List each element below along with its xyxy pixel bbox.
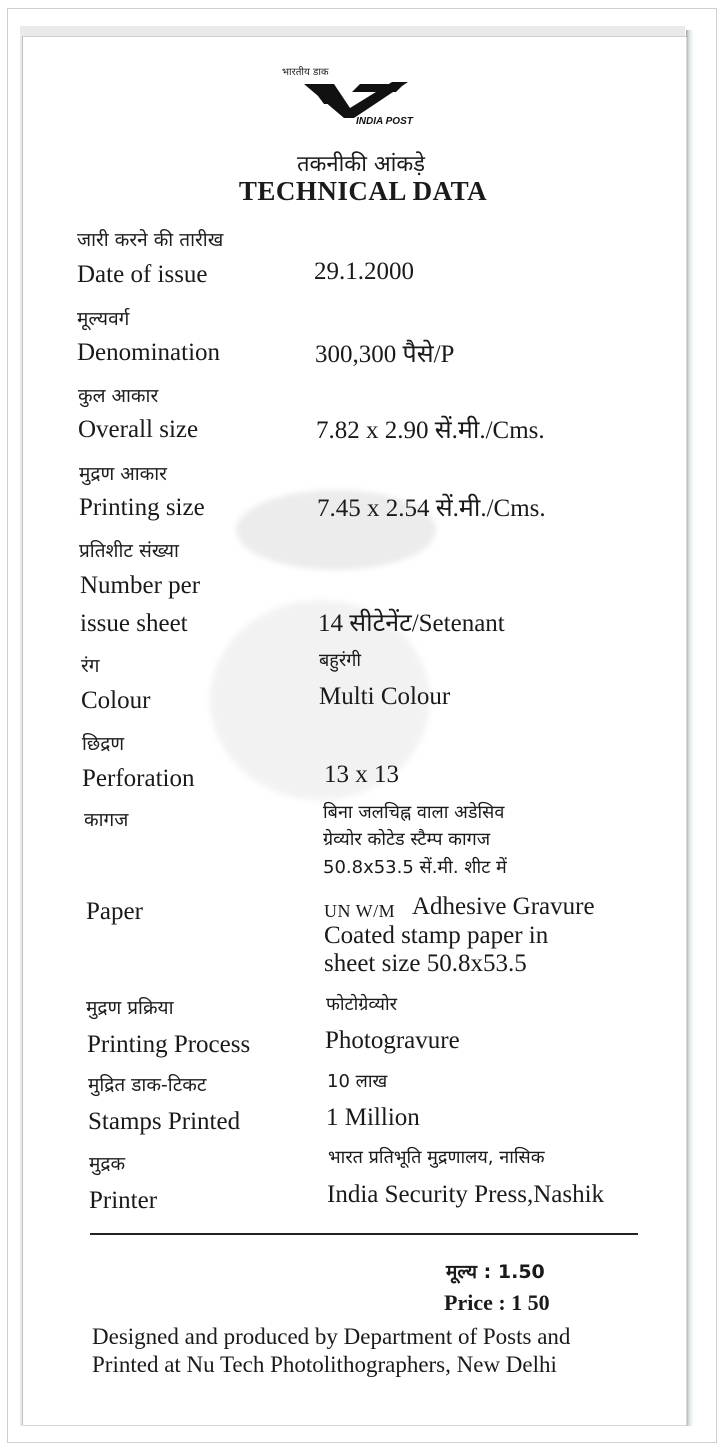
logo-english-text: INDIA POST bbox=[356, 116, 413, 127]
colour-label-hindi: रंग bbox=[81, 655, 100, 677]
printer-label-hindi: मुद्रक bbox=[89, 1153, 126, 1175]
printing-size-value: 7.45 x 2.54 सें.मी./Cms. bbox=[317, 495, 546, 522]
stamps-printed-label-hindi: मुद्रित डाक-टिकट bbox=[88, 1074, 207, 1096]
paper-value-hindi-3: 50.8x53.5 सें.मी. शीट में bbox=[323, 857, 507, 878]
paper-label: Paper bbox=[86, 898, 143, 925]
number-per-sheet-label-hindi: प्रतिशीट संख्या bbox=[79, 540, 179, 562]
overall-size-label: Overall size bbox=[78, 416, 199, 443]
process-value-hindi: फोटोग्रेव्योर bbox=[326, 994, 398, 1015]
colour-value: Multi Colour bbox=[319, 683, 451, 710]
date-value: 29.1.2000 bbox=[314, 258, 414, 285]
printing-size-label-hindi: मुद्रण आकार bbox=[79, 463, 167, 485]
stamps-printed-value: 1 Million bbox=[326, 1104, 420, 1131]
paper-value-3: sheet size 50.8x53.5 bbox=[324, 950, 527, 977]
process-label-hindi: मुद्रण प्रक्रिया bbox=[86, 997, 174, 1019]
printing-size-label: Printing size bbox=[79, 494, 205, 521]
denomination-label-hindi: मूल्यवर्ग bbox=[77, 308, 130, 330]
price-hindi: मूल्य : 1.50 bbox=[446, 1261, 545, 1283]
perforation-value: 13 x 13 bbox=[324, 761, 399, 788]
title-hindi: तकनीकी आंकड़े bbox=[296, 152, 426, 177]
credit-line-1: Designed and produced by Department of Posts and bbox=[92, 1324, 571, 1349]
number-per-sheet-value: 14 सीटेनेंट/Setenant bbox=[318, 610, 505, 637]
credit-line-2: Printed at Nu Tech Photolithographers, New Delhi bbox=[92, 1352, 557, 1377]
process-value: Photogravure bbox=[325, 1027, 460, 1054]
date-label-hindi: जारी करने की तारीख bbox=[77, 229, 224, 251]
process-label: Printing Process bbox=[87, 1031, 251, 1058]
title-english: TECHNICAL DATA bbox=[238, 176, 488, 206]
overall-size-label-hindi: कुल आकार bbox=[78, 385, 159, 407]
sheet-edge bbox=[686, 30, 694, 1426]
date-label: Date of issue bbox=[77, 261, 208, 288]
stamps-printed-value-hindi: 10 लाख bbox=[327, 1071, 388, 1092]
paper-value-2: Coated stamp paper in bbox=[324, 922, 549, 949]
price-english: Price : 1 50 bbox=[444, 1290, 550, 1315]
number-per-sheet-label-1: Number per bbox=[80, 572, 201, 599]
paper-value-1: Adhesive Gravure bbox=[412, 893, 595, 920]
printer-value: India Security Press,Nashik bbox=[327, 1181, 605, 1208]
denomination-value: 300,300 पैसे/P bbox=[315, 341, 455, 368]
number-per-sheet-label-2: issue sheet bbox=[80, 610, 188, 637]
divider bbox=[90, 1233, 638, 1235]
colour-label: Colour bbox=[81, 687, 151, 714]
overall-size-value: 7.82 x 2.90 सें.मी./Cms. bbox=[316, 417, 545, 444]
perforation-label: Perforation bbox=[82, 765, 195, 792]
colour-value-hindi: बहुरंगी bbox=[319, 650, 361, 671]
logo-hindi-text: भारतीय डाक bbox=[282, 67, 329, 78]
denomination-label: Denomination bbox=[77, 339, 221, 366]
paper-label-hindi: कागज bbox=[84, 809, 129, 831]
perforation-label-hindi: छिद्रण bbox=[82, 733, 125, 755]
stamps-printed-label: Stamps Printed bbox=[88, 1108, 241, 1135]
printer-value-hindi: भारत प्रतिभूति मुद्रणालय, नासिक bbox=[328, 1147, 545, 1168]
printer-label: Printer bbox=[89, 1187, 158, 1214]
paper-value-prefix: UN W/M bbox=[324, 901, 396, 921]
paper-value-hindi-2: ग्रेव्योर कोटेड स्टैम्प कागज bbox=[323, 829, 491, 850]
paper-value-hindi-1: बिना जलचिह्न वाला अडेसिव bbox=[323, 802, 505, 823]
